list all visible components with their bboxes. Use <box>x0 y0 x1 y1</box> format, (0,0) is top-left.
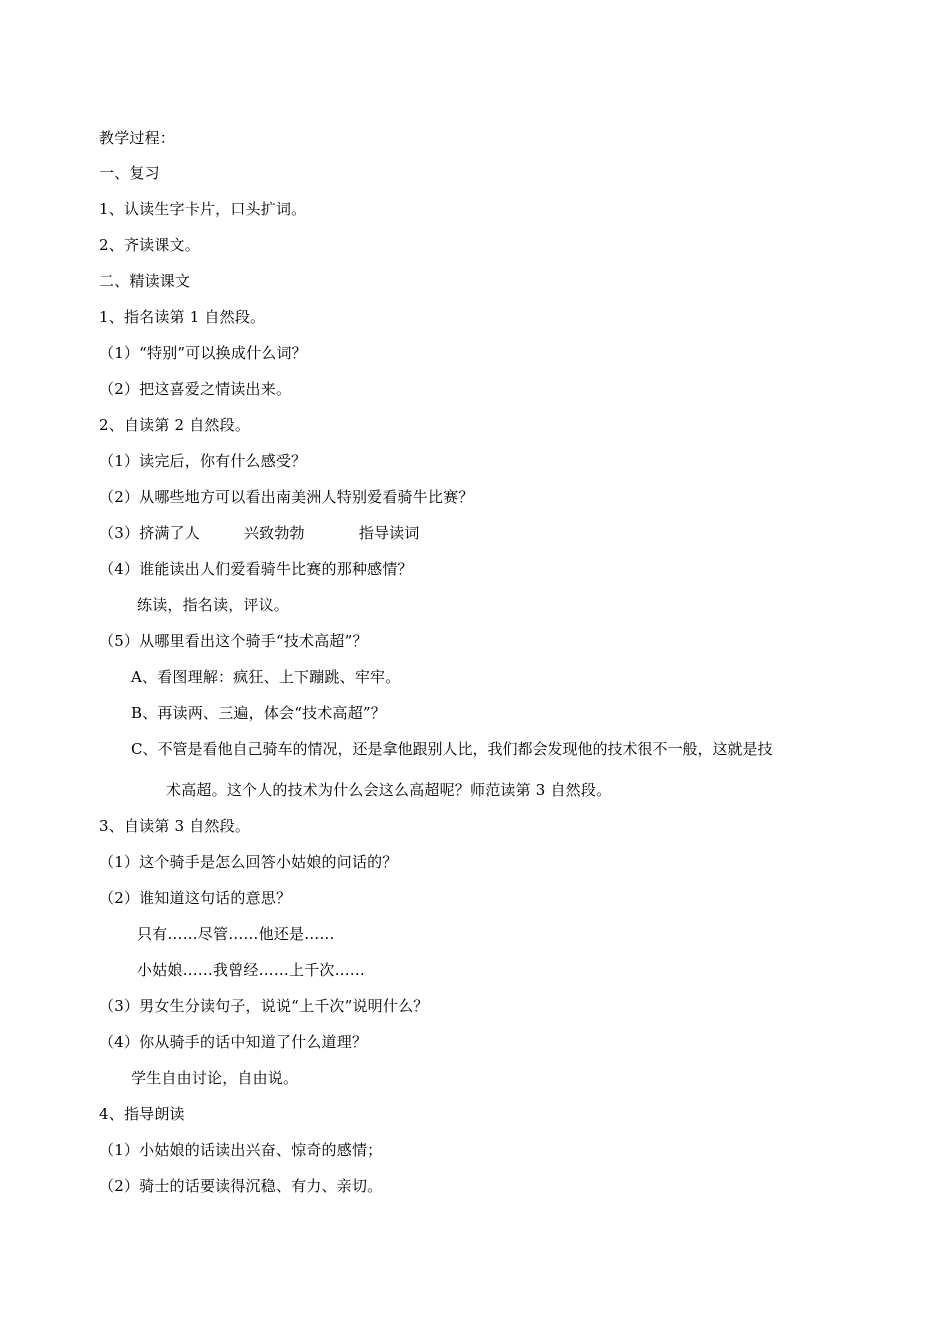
word-guide-reading: 指导读词 <box>358 524 420 542</box>
paragraph-2-question-4: （4）谁能读出人们爱看骑牛比赛的那种感情？ <box>99 560 413 578</box>
paragraph-1-question-2: （2）把这喜爱之情读出来。 <box>99 380 292 398</box>
section-guided-reading: 4、指导朗读 <box>99 1105 185 1123</box>
paragraph-2-question-3 <box>99 523 420 543</box>
paragraph-3-task: 3、自读第 3 自然段。 <box>99 817 251 835</box>
paragraph-2-question-5: （5）从哪里看出这个骑手“技术高超”？ <box>99 632 368 650</box>
paragraph-2-question-5-c-line-2: 术高超。这个人的技术为什么会这么高超呢？师范读第 3 自然段。 <box>166 781 612 799</box>
paragraph-2-question-4-note: 练读，指名读，评议。 <box>137 596 290 614</box>
review-item-1: 1、认读生字卡片，口头扩词。 <box>99 200 307 218</box>
paragraph-2-question-5-b: B、再读两、三遍，体会“技术高超”？ <box>131 704 386 722</box>
guided-reading-item-1: （1）小姑娘的话读出兴奋、惊奇的感情； <box>99 1141 383 1159</box>
paragraph-3-question-3: （3）男女生分读句子，说说“上千次”说明什么？ <box>99 997 429 1015</box>
paragraph-3-question-1: （1）这个骑手是怎么回答小姑娘的问话的？ <box>99 853 398 871</box>
paragraph-3-question-4-note: 学生自由讨论，自由说。 <box>131 1069 299 1087</box>
word-enthusiastic: 兴致勃勃 <box>243 524 305 542</box>
paragraph-3-question-2-pattern-1: 只有……尽管……他还是…… <box>137 925 335 943</box>
paragraph-2-task: 2、自读第 2 自然段。 <box>99 416 251 434</box>
paragraph-3-question-2: （2）谁知道这句话的意思？ <box>99 889 292 907</box>
word-crowded: （3）挤满了人 <box>99 524 200 542</box>
paragraph-2-question-1: （1）读完后，你有什么感受？ <box>99 452 307 470</box>
review-item-2: 2、齐读课文。 <box>99 236 200 254</box>
paragraph-2-question-2: （2）从哪些地方可以看出南美洲人特别爱看骑牛比赛？ <box>99 488 474 506</box>
paragraph-3-question-2-pattern-2: 小姑娘……我曾经……上千次…… <box>137 961 366 979</box>
guided-reading-item-2: （2）骑士的话要读得沉稳、有力、亲切。 <box>99 1177 383 1195</box>
section-heading-close-reading: 二、精读课文 <box>99 272 191 290</box>
section-heading-teaching-process: 教学过程： <box>99 129 176 147</box>
paragraph-1-task: 1、指名读第 1 自然段。 <box>99 308 266 326</box>
paragraph-3-question-4: （4）你从骑手的话中知道了什么道理？ <box>99 1033 368 1051</box>
paragraph-1-question-1: （1）“特别”可以换成什么词？ <box>99 344 307 362</box>
paragraph-2-question-5-a: A、看图理解：疯狂、上下蹦跳、牢牢。 <box>131 668 401 686</box>
paragraph-2-question-5-c-line-1: C、不管是看他自己骑车的情况，还是拿他跟别人比，我们都会发现他的技术很不一般，这就是技 <box>131 740 773 758</box>
section-heading-review: 一、复习 <box>99 164 160 182</box>
